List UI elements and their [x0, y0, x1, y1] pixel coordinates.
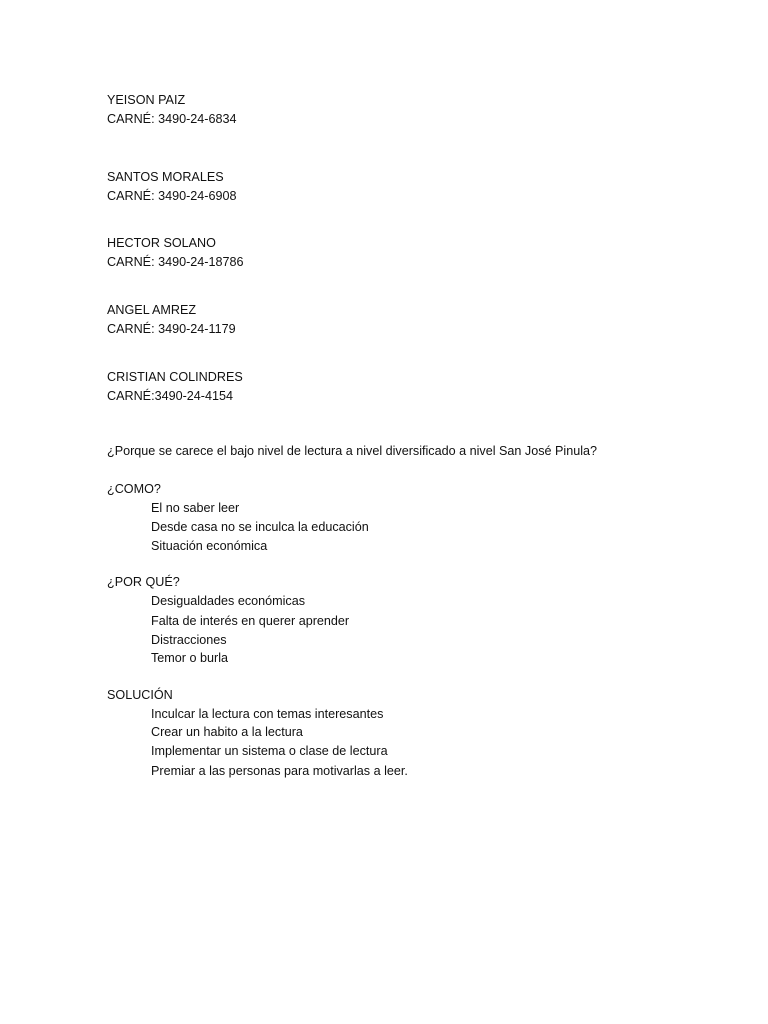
como-heading: ¿COMO?	[107, 482, 161, 496]
como-item: El no saber leer	[151, 501, 240, 515]
student-carne-3: CARNÉ: 3490-24-18786	[107, 255, 244, 269]
solucion-item: Inculcar la lectura con temas interesantes	[151, 707, 384, 721]
student-name-1: YEISON PAIZ	[107, 93, 186, 107]
student-carne-4: CARNÉ: 3490-24-1179	[107, 322, 236, 336]
porque-item: Distracciones	[151, 633, 227, 647]
solucion-heading: SOLUCIÓN	[107, 688, 173, 702]
student-carne-2: CARNÉ: 3490-24-6908	[107, 189, 237, 203]
solucion-item: Crear un habito a la lectura	[151, 725, 303, 739]
research-question: ¿Porque se carece el bajo nivel de lectura a nivel diversificado a nivel San José Pinula?	[107, 444, 598, 458]
porque-item: Falta de interés en querer aprender	[151, 614, 350, 628]
como-item: Situación económica	[151, 539, 268, 553]
solucion-item: Premiar a las personas para motivarlas a leer.	[151, 764, 408, 778]
student-name-5: CRISTIAN COLINDRES	[107, 370, 243, 384]
student-carne-5: CARNÉ:3490-24-4154	[107, 389, 234, 403]
student-carne-1: CARNÉ: 3490-24-6834	[107, 112, 237, 126]
student-name-2: SANTOS MORALES	[107, 170, 224, 184]
porque-heading: ¿POR QUÉ?	[107, 575, 180, 589]
solucion-item: Implementar un sistema o clase de lectura	[151, 744, 388, 758]
student-name-4: ANGEL AMREZ	[107, 303, 197, 317]
porque-item: Temor o burla	[151, 651, 228, 665]
student-name-3: HECTOR SOLANO	[107, 236, 216, 250]
porque-item: Desigualdades económicas	[151, 594, 306, 608]
como-item: Desde casa no se inculca la educación	[151, 520, 369, 534]
